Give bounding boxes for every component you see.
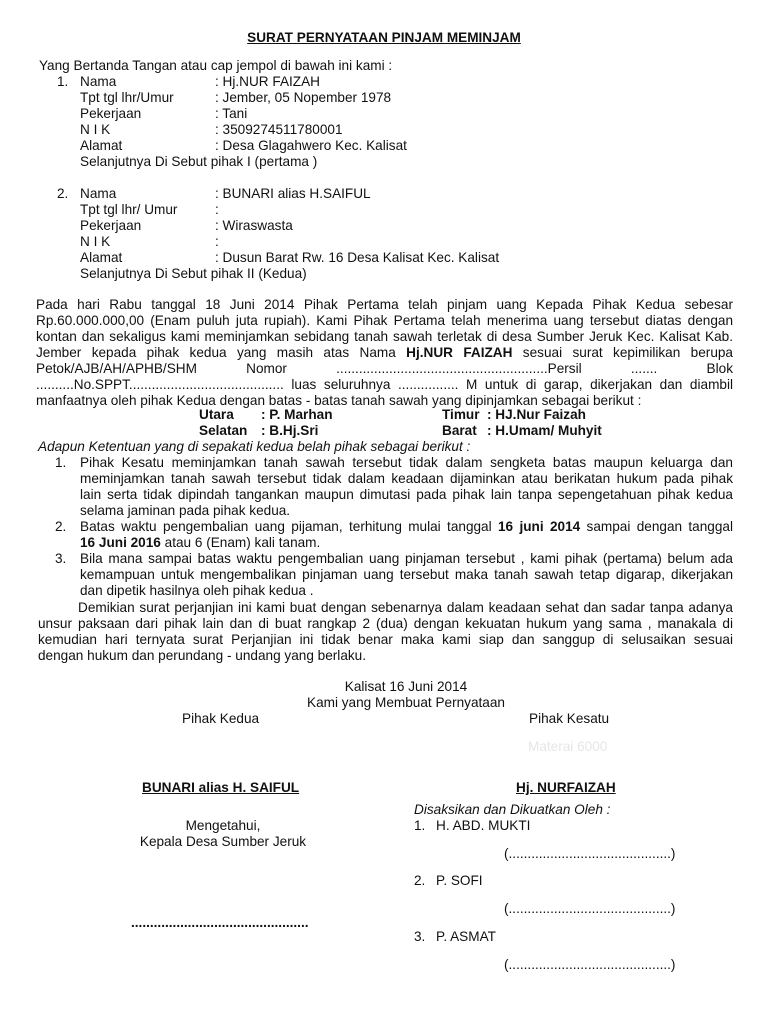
witness-2-signature: (...........................................) [504, 901, 676, 916]
first-party-name: Hj. NURFAIZAH [516, 780, 616, 795]
party-2-label-birth: Tpt tgl lhr/ Umur [80, 202, 178, 217]
border-north-value: : P. Marhan [261, 407, 333, 422]
term-2-line-1-c: sampai dengan tanggal [586, 519, 734, 534]
border-east-value: : HJ.Nur Faizah [487, 407, 586, 422]
border-south-label: Selatan [199, 423, 248, 438]
party-1-label-name: Nama [80, 74, 117, 89]
party-1-label-birth: Tpt tgl lhr/Umur [80, 90, 174, 105]
witness-3-name: P. ASMAT [436, 929, 496, 944]
acknowledged-label: Mengetahui, [185, 818, 261, 833]
term-3-line-2: kemampuan untuk mengembalikan pinjaman uang tersebut maka tanah sawah tetap digarap, dikerjakan [80, 567, 733, 582]
witness-1-name: H. ABD. MUKTI [436, 818, 531, 833]
border-east-label: Timur [442, 407, 480, 422]
main-line-3: kontan dan sekaligus kami meminjamkan sebidang tanah sawah terletak di desa Sumber Jeruk Kec. Kalisat Kab. [36, 329, 733, 344]
party-2-value-birth: : [215, 202, 219, 217]
term-2-number: 2. [55, 519, 67, 534]
border-south-value: : B.Hj.Sri [261, 423, 319, 438]
main-line-5: Petok/AJB/AH/APHB/SHM Nomor ........................................................Persil ....... Blok [36, 361, 733, 376]
party-2-closing: Selanjutnya Di Sebut pihak II (Kedua) [80, 266, 307, 281]
term-3-number: 3. [55, 551, 67, 566]
party-2-label-address: Alamat [80, 250, 123, 265]
main-line-2: Rp.60.000.000,00 (Enam puluh juta rupiah). Kami Pihak Pertama telah menerima uang tersebut diatas dengan [36, 313, 733, 328]
witness-header: Disaksikan dan Dikuatkan Oleh : [414, 802, 611, 817]
party-1-closing: Selanjutnya Di Sebut pihak I (pertama ) [80, 154, 318, 169]
main-line-1: Pada hari Rabu tanggal 18 Juni 2014 Pihak Pertama telah pinjam uang Kepada Pihak Kedua sebesar [36, 297, 733, 312]
border-north-label: Utara [199, 407, 234, 422]
term-1-number: 1. [55, 455, 67, 470]
party-1-label-job: Pekerjaan [80, 106, 142, 121]
village-head-title: Kepala Desa Sumber Jeruk [139, 834, 307, 849]
place-date: Kalisat 16 Juni 2014 [344, 679, 468, 694]
party-1-value-name: : Hj.NUR FAIZAH [215, 74, 320, 89]
witness-3-signature: (...........................................) [504, 957, 676, 972]
party-1-number: 1. [57, 74, 69, 89]
party-2-label-job: Pekerjaan [80, 218, 142, 233]
party-2-label-name: Nama [80, 186, 117, 201]
witness-2-name: P. SOFI [436, 873, 483, 888]
main-line-7: manfaatnya oleh pihak Kedua dengan batas - batas tanah sawah yang dipinjamkan sebagai berikut : [36, 393, 642, 408]
term-1-line-3: lain serta tidak dipindah tangankan maupun dimutasi pada pihak lain tanpa sepengetahuan pihak kedua [80, 487, 733, 502]
term-2-line-2-b: atau 6 (Enam) kali tanam. [164, 535, 321, 550]
term-1-line-2: meminjamkan tanah sawah tersebut tidak dalam keadaan dijaminkan atau berikatan hukum pada pihak [80, 471, 733, 486]
term-3-line-3: dan dipetik hasilnya oleh pihak kedua . [80, 583, 314, 598]
party-2-value-address: : Dusun Barat Rw. 16 Desa Kalisat Kec. Kalisat [215, 250, 500, 265]
party-2-value-name: : BUNARI alias H.SAIFUL [215, 186, 371, 201]
first-party-label: Pihak Kesatu [529, 711, 610, 726]
made-by: Kami yang Membuat Pernyataan [307, 695, 505, 710]
term-2-line-1-a: Batas waktu pengembalian uang pijaman, terhitung mulai tanggal [80, 519, 492, 534]
main-line-4-owner: Hj.NUR FAIZAH [406, 345, 513, 360]
term-1-line-1: Pihak Kesatu meminjamkan tanah sawah tersebut tidak dalam sengketa batas maupun keluarga dan [80, 455, 733, 470]
closing-line-3: kemudian hari ternyata surat Perjanjian ini tidak benar maka kami siap dan sanggup di selusaikan sesuai [38, 632, 733, 647]
party-1-label-address: Alamat [80, 138, 123, 153]
closing-line-1: Demikian surat perjanjian ini kami buat dengan sebenarnya dalam keadaan sehat dan sadar tanpa adanya [78, 600, 733, 615]
closing-line-4: dengan hukum dan perundang - undang yang berlaku. [38, 648, 367, 663]
border-west-value: : H.Umam/ Muhyit [487, 423, 602, 438]
party-1-value-job: : Tani [215, 106, 248, 121]
party-2-value-nik: : [215, 234, 219, 249]
party-2-number: 2. [57, 186, 69, 201]
second-party-name: BUNARI alias H. SAIFUL [142, 780, 300, 795]
main-line-6: ..........No.SPPT......................................... luas seluruhnya ................ M untuk di garap, dikerjakan dan diambil [36, 377, 733, 392]
witness-2-number: 2. [414, 873, 426, 888]
witness-1-signature: (...........................................) [504, 846, 676, 861]
party-1-value-birth: : Jember, 05 Nopember 1978 [215, 90, 392, 105]
term-3-line-1: Bila mana sampai batas waktu pengembalian uang pinjaman tersebut , kami pihak (pertama) belum ada [80, 551, 733, 566]
second-party-label: Pihak Kedua [182, 711, 260, 726]
party-1-label-nik: N I K [80, 122, 111, 137]
term-2-line-1 [80, 519, 733, 535]
main-line-4-c: sesuai surat kepimilikan berupa [522, 345, 733, 360]
term-2-start-date: 16 juni 2014 [498, 519, 581, 534]
document-title: SURAT PERNYATAAN PINJAM MEMINJAM [247, 30, 521, 45]
closing-paragraph [38, 600, 733, 664]
intro-text: Yang Bertanda Tangan atau cap jempol di bawah ini kami : [39, 58, 393, 73]
witness-1-number: 1. [414, 818, 426, 833]
party-2-label-nik: N I K [80, 234, 111, 249]
stamp-duty-text: Materai 6000 [528, 739, 608, 754]
main-line-4 [36, 345, 733, 361]
party-1-value-nik: : 3509274511780001 [215, 122, 343, 137]
terms-intro: Adapun Ketentuan yang di sepakati kedua belah pihak sebagai berikut : [38, 439, 471, 454]
village-head-signature-line: ............................................... [131, 915, 309, 930]
main-line-4-a: Jember kepada pihak kedua yang masih atas Nama [36, 345, 396, 360]
party-1-value-address: : Desa Glagahwero Kec. Kalisat [215, 138, 407, 153]
witness-3-number: 3. [414, 929, 426, 944]
border-west-label: Barat [442, 423, 477, 438]
term-1-line-4: selama jaminan pada pihak kedua. [80, 503, 291, 518]
term-2-line-2 [80, 535, 733, 551]
main-paragraph [36, 297, 733, 409]
party-2-value-job: : Wiraswasta [215, 218, 293, 233]
closing-line-2: unsur paksaan dari pihak lain dan di buat rangkap 2 (dua) dengan kekuatan hukum yang sama , manakala di [38, 616, 733, 631]
term-2-end-date: 16 Juni 2016 [80, 535, 161, 550]
